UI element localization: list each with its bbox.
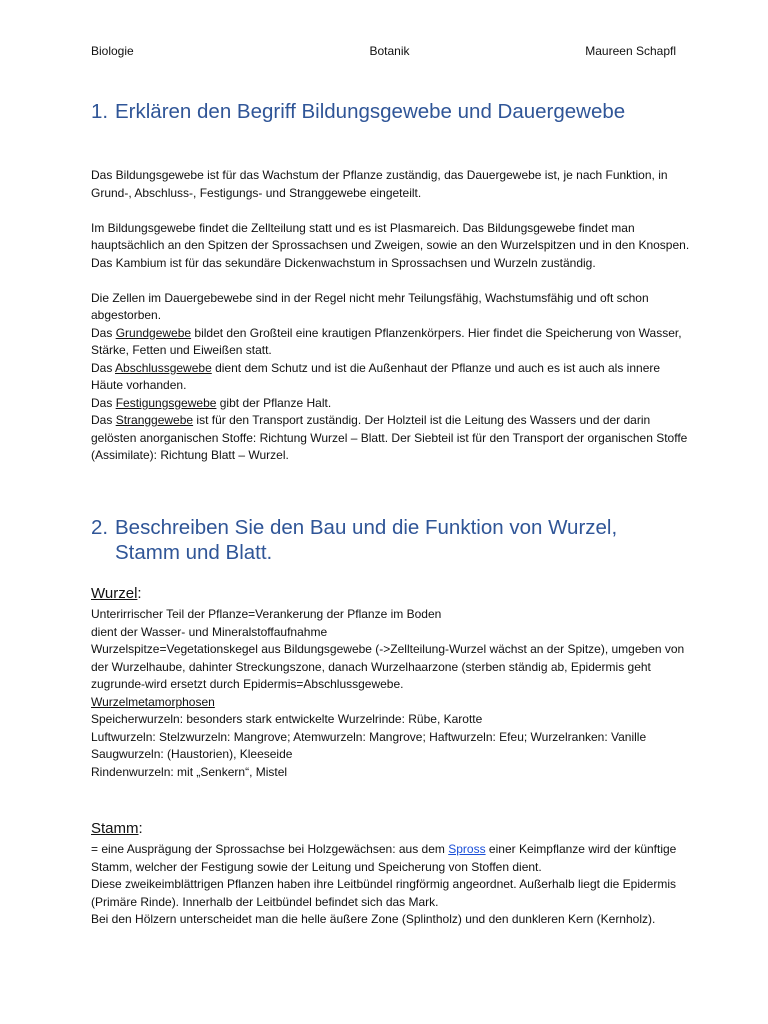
text: Das — [91, 325, 116, 340]
wurzel-line: Unterirrischer Teil der Pflanze=Verankerung der Pflanze im Boden — [91, 607, 442, 621]
metamorph-line: Speicherwurzeln: besonders stark entwickelte Wurzelrinde: Rübe, Karotte — [91, 712, 483, 726]
section2-heading — [91, 515, 661, 565]
paragraph: Das Bildungsgewebe ist für das Wachstum der Pflanze zuständig, das Dauergewebe ist, je nach Funktion, in Grund-, Abschluss-, Festigungs- und Stranggewebe eingeteilt. — [91, 168, 668, 200]
text: Das — [91, 360, 116, 375]
section1-heading — [91, 99, 661, 124]
text: gibt der Pflanze Halt. — [216, 395, 332, 410]
stamm-section — [91, 819, 691, 929]
text: Das — [91, 395, 116, 410]
header-topic: Botanik — [369, 44, 410, 58]
paragraph-grundgewebe — [91, 325, 691, 360]
text: dient dem Schutz und ist die Außenhaut der Pflanze und auch es ist auch als innere Häute vorhanden. — [91, 360, 661, 392]
section2-title: Beschreiben Sie den Bau und die Funktion von Wurzel, Stamm und Blatt. — [115, 516, 618, 564]
paragraph-stranggewebe — [91, 412, 691, 465]
text: ist für den Transport zuständig. Der Holzteil ist die Leitung des Wassers und der darin gelösten anorganischen Stoffe: Richtung Wurzel – Blatt. Der Siebteil ist für den Transport der organischen Stoffe (Assimilate): Richtung Blatt – Wurzel. — [91, 413, 688, 462]
text: : — [138, 820, 143, 837]
stamm-line: Bei den Hölzern unterscheidet man die helle äußere Zone (Splintholz) und den dunkleren Kern (Kernholz). — [91, 912, 656, 926]
section1-body — [91, 167, 691, 465]
metamorph-line: Rindenwurzeln: mit „Senkern“, Mistel — [91, 764, 288, 779]
metamorph-line: Saugwurzeln: (Haustorien), Kleeseide — [91, 747, 293, 761]
paragraph-abschlussgewebe — [91, 360, 691, 395]
term-stranggewebe: Stranggewebe — [115, 413, 194, 427]
header-subject: Biologie — [91, 44, 134, 58]
wurzelmetamorphosen-heading: Wurzelmetamorphosen — [91, 694, 215, 709]
paragraph: Im Bildungsgewebe findet die Zellteilung statt und es ist Plasmareich. Das Bildungsgewebe findet man hauptsächlich an den Spitzen der Sprossachsen und Zweigen, sowie an den Wurzelspitzen und in den Knospen. — [91, 220, 690, 252]
wurzel-heading-text: Wurzel — [91, 585, 138, 602]
stamm-line: Diese zweikeimblättrigen Pflanzen haben ihre Leitbündel ringförmig angeordnet. Außerhalb liegt die Epidermis (Primäre Rinde). Innerhalb der Leitbündel befindet sich das Mark. — [91, 877, 677, 909]
section2-number: 2. — [91, 516, 109, 539]
stamm-line — [91, 841, 691, 876]
page-header — [91, 44, 676, 58]
metamorph-line: Luftwurzeln: Stelzwurzeln: Mangrove; Atemwurzeln: Mangrove; Haftwurzeln: Efeu; Wurzelranken: Vanille — [91, 729, 647, 744]
text: : — [137, 585, 142, 602]
paragraph-festigungsgewebe — [91, 395, 691, 413]
section1-number: 1. — [91, 100, 109, 123]
term-festigungsgewebe: Festigungsgewebe — [115, 395, 217, 410]
term-abschlussgewebe: Abschlussgewebe — [115, 360, 212, 375]
wurzel-heading — [91, 584, 691, 604]
wurzel-section — [91, 584, 691, 781]
text: = eine Ausprägung der Sprossachse bei Holzgewächsen: aus dem — [91, 842, 449, 856]
term-grundgewebe: Grundgewebe — [115, 325, 192, 340]
text: einer Keimpflanze wird der künftige Stamm, welcher der Festigung sowie der Leitung und Speicherung von Stoffen dient. — [91, 842, 677, 874]
wurzel-line: dient der Wasser- und Mineralstoffaufnahme — [91, 624, 328, 639]
wurzel-line: Wurzelspitze=Vegetationskegel aus Bildungsgewebe (->Zellteilung-Wurzel wächst an der Spitze), umgeben von der Wurzelhaube, dahinter Streckungszone, danach Wurzelhaarzone (sterben ständig ab, Epidermis geht zugrunde-wird ersetzt durch Epidermis=Abschlussgewebe. — [91, 642, 685, 691]
paragraph: Die Zellen im Dauergebewebe sind in der Regel nicht mehr Teilungsfähig, Wachstumsfähig und oft schon abgestorben. — [91, 290, 649, 322]
text: bildet den Großteil eine krautigen Pflanzenkörpers. Hier findet die Speicherung von Wasser, Stärke, Fetten und Eiweißen statt. — [91, 325, 682, 357]
stamm-heading-text: Stamm — [91, 820, 139, 837]
paragraph: Das Kambium ist für das sekundäre Dickenwachstum in Sprossachsen und Wurzeln zuständig. — [91, 255, 596, 270]
header-author: Maureen Schapfl — [585, 44, 676, 58]
section1-title: Erklären den Begriff Bildungsgewebe und Dauergewebe — [115, 100, 626, 123]
stamm-heading — [91, 819, 691, 839]
spross-link[interactable]: Spross — [448, 842, 486, 856]
text: Das — [91, 413, 116, 427]
